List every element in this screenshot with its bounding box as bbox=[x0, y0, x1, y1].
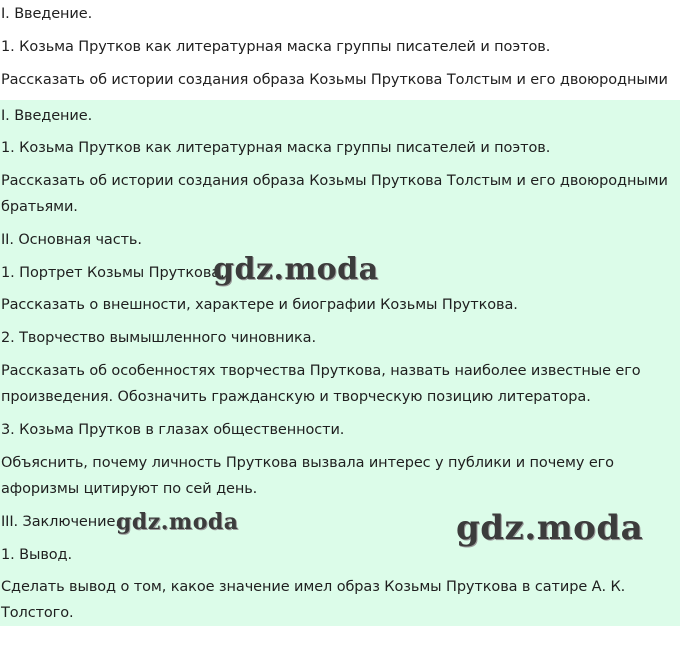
watermark: gdz.moda bbox=[456, 508, 644, 548]
plan-line-6: 1. Портрет Козьмы Пруткова. bbox=[1, 265, 225, 281]
top-text-section bbox=[0, 0, 680, 100]
top-line-2: 1. Козьма Прутков как литературная маска группы писателей и поэтов. bbox=[1, 39, 551, 55]
plan-line-15: 1. Вывод. bbox=[1, 547, 72, 563]
plan-line-11: 3. Козьма Прутков в глазах общественности. bbox=[1, 422, 345, 438]
plan-line-2: 1. Козьма Прутков как литературная маска группы писателей и поэтов. bbox=[1, 140, 551, 156]
watermark: gdz.moda bbox=[116, 509, 239, 535]
top-line-1: I. Введение. bbox=[1, 6, 93, 22]
plan-line-7: Рассказать о внешности, характере и биографии Козьмы Пруткова. bbox=[1, 297, 518, 313]
plan-line-16: Сделать вывод о том, какое значение имел образ Козьмы Пруткова в сатире А. К. bbox=[1, 579, 626, 595]
plan-line-17: Толстого. bbox=[1, 605, 74, 621]
plan-line-9: Рассказать об особенностях творчества Пруткова, назвать наиболее известные его bbox=[1, 363, 641, 379]
top-line-3: Рассказать об истории создания образа Козьмы Пруткова Толстым и его двоюродными bbox=[1, 72, 668, 88]
plan-line-13: афоризмы цитируют по сей день. bbox=[1, 481, 258, 497]
plan-line-10: произведения. Обозначить гражданскую и творческую позицию литератора. bbox=[1, 389, 591, 405]
plan-line-4: братьями. bbox=[1, 199, 78, 215]
plan-line-8: 2. Творчество вымышленного чиновника. bbox=[1, 330, 316, 346]
plan-line-12: Объяснить, почему личность Пруткова вызвала интерес у публики и почему его bbox=[1, 455, 614, 471]
watermark: gdz.moda bbox=[213, 252, 379, 287]
plan-line-14: III. Заключение. bbox=[1, 514, 120, 530]
plan-line-5: II. Основная часть. bbox=[1, 232, 142, 248]
plan-line-3: Рассказать об истории создания образа Козьмы Пруткова Толстым и его двоюродными bbox=[1, 173, 668, 189]
essay-plan-block bbox=[0, 100, 680, 626]
plan-line-1: I. Введение. bbox=[1, 108, 93, 124]
